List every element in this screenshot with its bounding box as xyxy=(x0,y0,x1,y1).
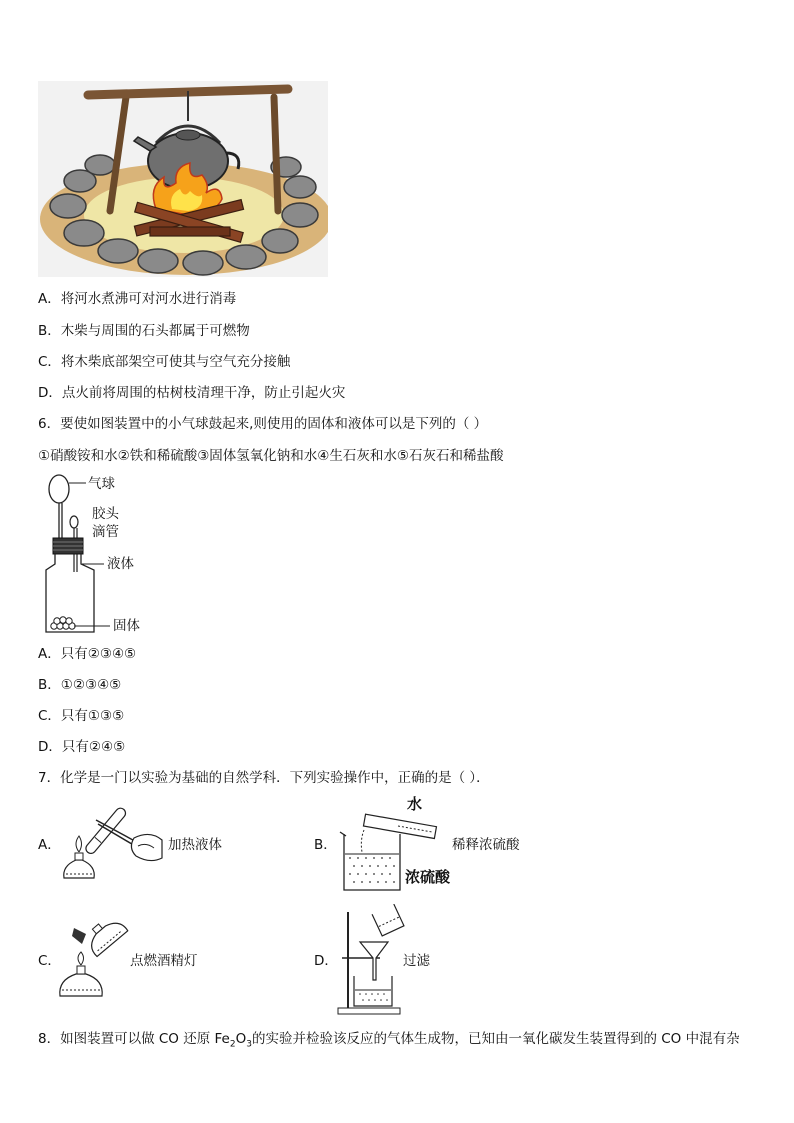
q7-option-d-label: 过滤 xyxy=(403,953,430,969)
q8-stem-part2: O xyxy=(235,1031,247,1047)
q7-option-a-label: 加热液体 xyxy=(168,837,222,853)
filtration-figure xyxy=(336,904,406,1016)
q7-option-a-letter: A． xyxy=(38,837,61,853)
light-alcohol-lamp-figure xyxy=(56,914,132,1000)
q7-option-b-letter: B． xyxy=(314,837,337,853)
q7-option-b-label: 稀释浓硫酸 xyxy=(452,837,520,853)
q8-subscript-3: 3 xyxy=(246,1039,252,1050)
q5-option-a: A．将河水煮沸可对河水进行消毒 xyxy=(38,291,237,307)
q8-stem-part1: 8．如图装置可以做 CO 还原 Fe xyxy=(38,1031,230,1047)
q6-stem: 6．要使如图装置中的小气球鼓起来,则使用的固体和液体可以是下列的（ ） xyxy=(38,416,488,432)
q8-subscript-2: 2 xyxy=(229,1039,236,1050)
liquid-label: 液体 xyxy=(107,556,134,572)
q7-option-d-letter: D． xyxy=(314,953,338,969)
q6-choices-line: ①硝酸铵和水②铁和稀硫酸③固体氢氧化钠和水④生石灰和水⑤石灰石和稀盐酸 xyxy=(38,448,504,464)
q7-option-c-label: 点燃酒精灯 xyxy=(130,953,198,969)
solid-label: 固体 xyxy=(113,618,140,634)
dropper-label-line2: 滴管 xyxy=(92,524,119,540)
q8-stem xyxy=(38,1030,740,1054)
q6-option-d: D．只有②④⑤ xyxy=(38,739,126,755)
q7-option-b-water-label: 水 xyxy=(407,795,423,813)
heating-liquid-figure xyxy=(58,800,168,890)
q7-stem: 7．化学是一门以实验为基础的自然学科．下列实验操作中，正确的是（ ）． xyxy=(38,770,490,786)
balloon-apparatus-figure xyxy=(38,472,148,638)
q5-option-c: C．将木柴底部架空可使其与空气充分接触 xyxy=(38,354,291,370)
q5-option-d: D．点火前将周围的枯树枝清理干净，防止引起火灾 xyxy=(38,385,346,401)
campfire-illustration xyxy=(38,81,328,277)
dropper-label-line1: 胶头 xyxy=(92,506,119,522)
q7-option-b-acid-label: 浓硫酸 xyxy=(405,868,451,886)
balloon-label: 气球 xyxy=(88,476,115,492)
q7-option-c-letter: C． xyxy=(38,953,61,969)
q6-option-b: B．①②③④⑤ xyxy=(38,677,122,693)
q6-option-a: A．只有②③④⑤ xyxy=(38,646,137,662)
q5-option-b: B．木柴与周围的石头都属于可燃物 xyxy=(38,323,250,339)
q6-option-c: C．只有①③⑤ xyxy=(38,708,125,724)
q8-stem-part3: 的实验并检验该反应的气体生成物，已知由一氧化碳发生装置得到的 CO 中混有杂 xyxy=(251,1031,740,1047)
